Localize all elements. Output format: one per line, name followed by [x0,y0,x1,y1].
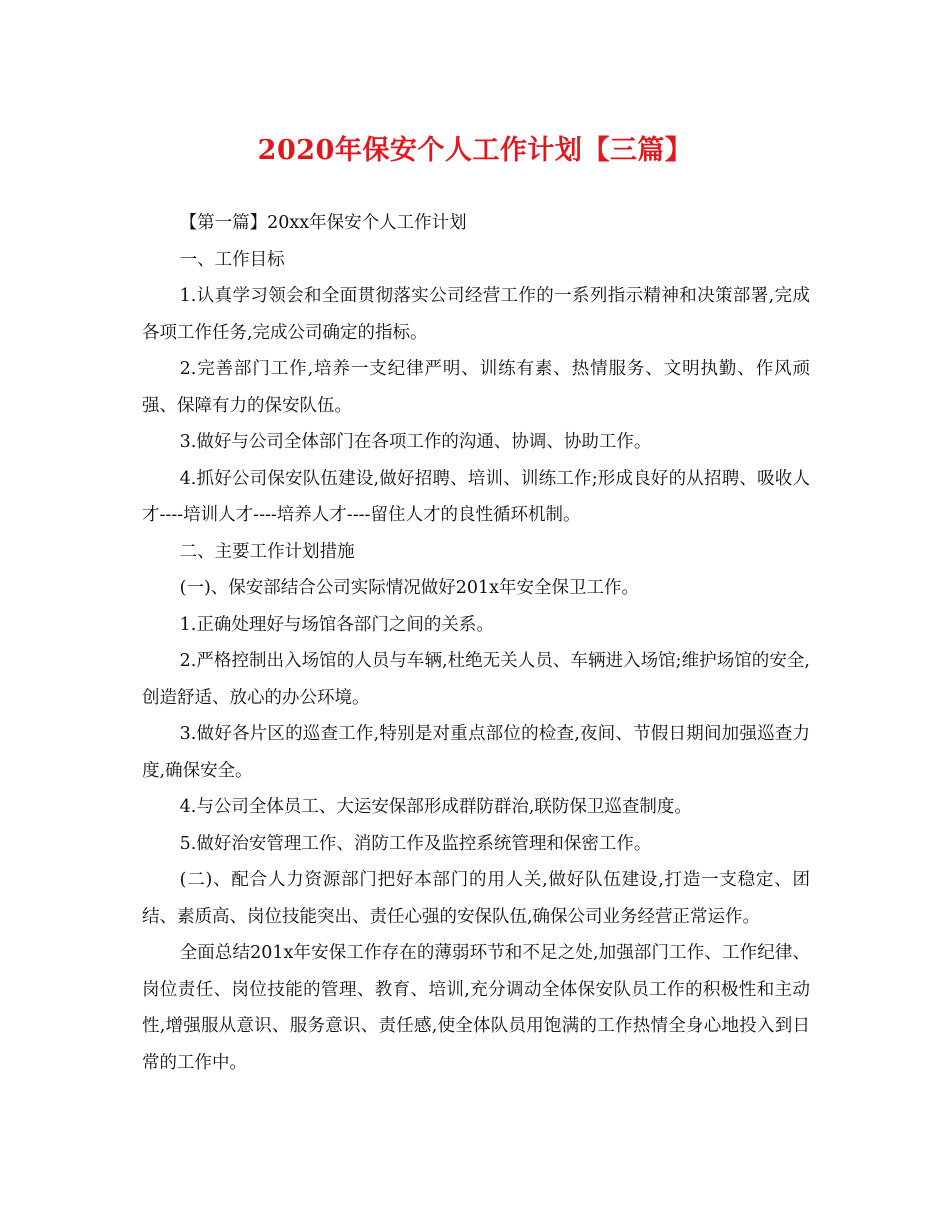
document-title: 2020年保安个人工作计划【三篇】 [257,135,693,166]
summary-paragraph: 全面总结201x年安保工作存在的薄弱环节和不足之处,加强部门工作、工作纪律、岗位责任、岗位技能的管理、教育、培训,充分调动全体保安队员工作的积极性和主动性,增强服从意识、服务意识、责任感,使全体队员用饱满的工作热情全身心地投入到日常的工作中。 [142,943,810,1073]
subsection-heading-2: (二)、配合人力资源部门把好本部门的用人关,做好队伍建设,打造一支稳定、团结、素质高、岗位技能突出、责任心强的安保队伍,确保公司业务经营正常运作。 [142,870,810,927]
section-heading-goals: 一、工作目标 [179,249,285,270]
goal-item-1: 1.认真学习领会和全面贯彻落实公司经营工作的一系列指示精神和决策部署,完成各项工作任务,完成公司确定的指标。 [142,286,810,343]
subsection-heading-1: (一)、保安部结合公司实际情况做好201x年安全保卫工作。 [179,578,640,598]
section-heading-measures: 二、主要工作计划措施 [179,541,355,562]
document-body [142,205,810,1081]
measure-item-2: 2.严格控制出入场馆的人员与车辆,杜绝无关人员、车辆进入场馆;维护场馆的安全,创造舒适、放心的办公环境。 [142,651,810,708]
goal-item-3: 3.做好与公司全体部门在各项工作的沟通、协调、协助工作。 [179,432,652,452]
measure-item-4: 4.与公司全体员工、大运安保部形成群防群治,联防保卫巡查制度。 [179,797,692,817]
measure-item-1: 1.正确处理好与场馆各部门之间的关系。 [179,614,494,635]
goal-item-4: 4.抓好公司保安队伍建设,做好招聘、培训、训练工作;形成良好的从招聘、吸收人才----培训人才----培养人才----留住人才的良性循环机制。 [142,468,810,525]
goal-item-2: 2.完善部门工作,培养一支纪律严明、训练有素、热情服务、文明执勤、作风顽强、保障有力的保安队伍。 [142,359,810,416]
measure-item-5: 5.做好治安管理工作、消防工作及监控系统管理和保密工作。 [179,833,652,854]
section-heading-first: 【第一篇】20xx年保安个人工作计划 [179,213,467,233]
measure-item-3: 3.做好各片区的巡查工作,特别是对重点部位的检查,夜间、节假日期间加强巡查力度,确保安全。 [142,724,810,781]
